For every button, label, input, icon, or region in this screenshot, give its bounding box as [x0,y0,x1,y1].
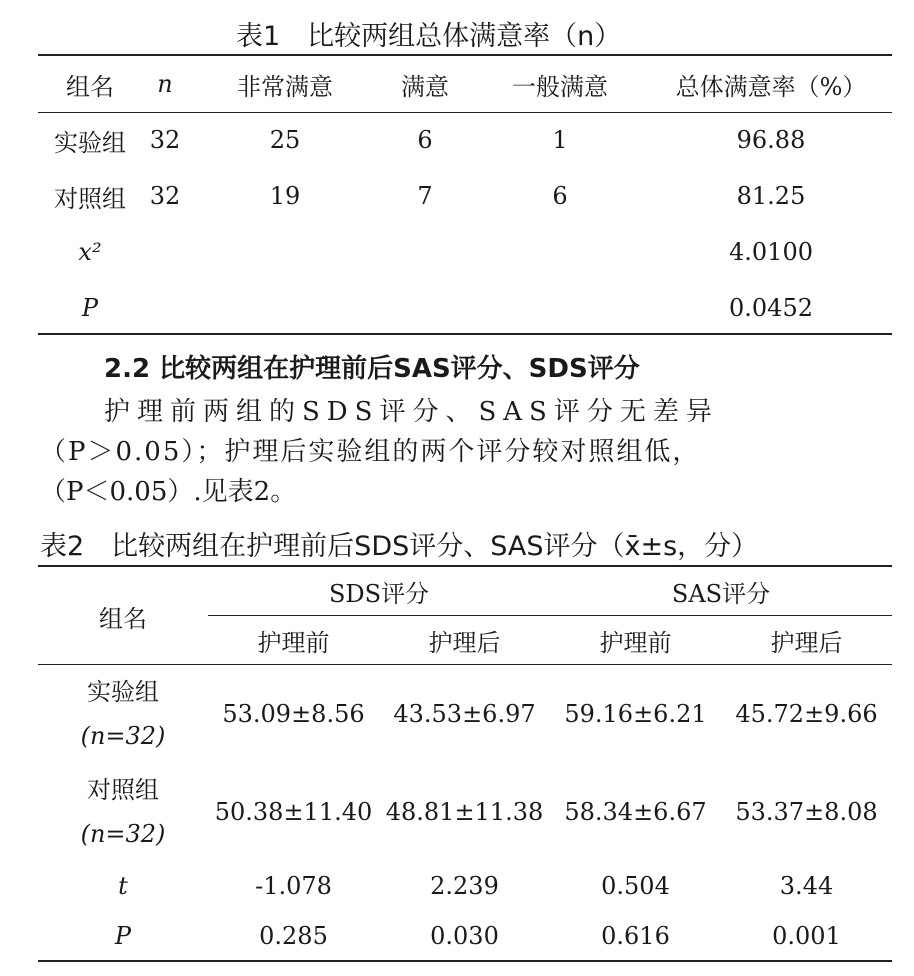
table-cell: 0.001 [772,922,841,950]
paragraph-line: 护理前两组的SDS评分、SAS评分无差异 [104,397,719,427]
group-name: 对照组 [87,776,159,804]
table-cell: 0.504 [601,872,670,900]
table1-header-satisfied: 满意 [401,72,449,101]
table2-subheader-cell: 护理前 [599,628,672,657]
table-cell: 32 [149,182,181,210]
table-cell [380,280,470,336]
table-cell: -1.078 [255,872,332,900]
table-cell: 45.72±9.66 [735,700,878,728]
table2-subheader-cell: 护理后 [770,628,843,657]
table-cell: 0.616 [601,922,670,950]
table-cell: 43.53±6.97 [393,700,536,728]
table-cell-group [38,665,208,763]
table-row [38,861,892,911]
table-cell: 58.34±6.67 [564,798,707,826]
group-size: (n=32) [80,722,166,750]
table-cell: 50.38±11.40 [214,798,373,826]
table1-caption: 表1 比较两组总体满意率（n） [236,21,622,52]
table-cell: 6 [417,126,433,154]
table-row [40,112,892,168]
table-cell: 53.37±8.08 [735,798,878,826]
section-paragraph [40,392,892,512]
table-cell: 0.030 [430,922,499,950]
table2-caption: 表2 比较两组在护理前后SDS评分、SAS评分（x̄±s，分） [40,531,759,562]
table2 [38,567,892,961]
table1 [40,56,892,336]
table-cell: 实验组 [54,128,126,157]
table-cell: 25 [269,126,301,154]
table-row [38,763,892,861]
table-row [40,280,892,336]
table-cell: 3.44 [779,872,834,900]
table-cell [470,280,650,336]
table2-header-group: 组名 [99,604,147,633]
table1-header-very-satisfied: 非常满意 [237,72,333,101]
table1-header-fair: 一般满意 [512,72,608,101]
table-cell: 0.0452 [729,294,813,322]
table-cell: 59.16±6.21 [564,700,707,728]
table-cell: 53.09±8.56 [222,700,365,728]
table-cell [190,224,380,280]
table-row [38,911,892,961]
table-cell [140,280,190,336]
group-name: 实验组 [87,678,159,706]
table-cell: 1 [552,126,568,154]
table2-subheader-cell: 护理后 [428,628,501,657]
table-cell: 4.0100 [729,238,813,266]
table1-header-group: 组名 [66,72,114,101]
table-cell [140,224,190,280]
group-size: (n=32) [80,820,166,848]
table-cell [470,224,650,280]
table-cell: 48.81±11.38 [385,798,544,826]
table-cell [190,280,380,336]
table-row [40,224,892,280]
table2-header-sds: SDS评分 [328,579,430,608]
table-cell-t: t [118,872,128,900]
table-cell: 6 [552,182,568,210]
table-cell: 2.239 [430,872,499,900]
table2-header-row [38,567,892,615]
table1-header-n: n [157,70,173,98]
table-cell: 32 [149,126,181,154]
table-cell: 19 [269,182,301,210]
table1-header-total-rate: 总体满意率（%） [675,72,867,101]
table-row [40,168,892,224]
table-cell-group [38,763,208,861]
table-row [38,665,892,763]
table-cell: 对照组 [54,184,126,213]
table-cell: 81.25 [736,182,806,210]
table-cell: 0.285 [259,922,328,950]
table2-subheader-cell: 护理前 [257,628,330,657]
section-heading: 2.2 比较两组在护理前后SAS评分、SDS评分 [104,354,640,384]
table1-header-row [40,56,892,112]
table-cell: 96.88 [736,126,806,154]
table-cell-p: P [81,294,99,322]
table-cell-p: P [114,922,132,950]
paragraph-line: （P＜0.05）.见表2。 [40,477,297,507]
table-cell-chi-square: x² [78,238,102,266]
table2-header-sas: SAS评分 [671,579,771,608]
paragraph-line: （P＞0.05）；护理后实验组的两个评分较对照组低， [40,437,701,467]
table-cell [380,224,470,280]
table-cell: 7 [417,182,433,210]
